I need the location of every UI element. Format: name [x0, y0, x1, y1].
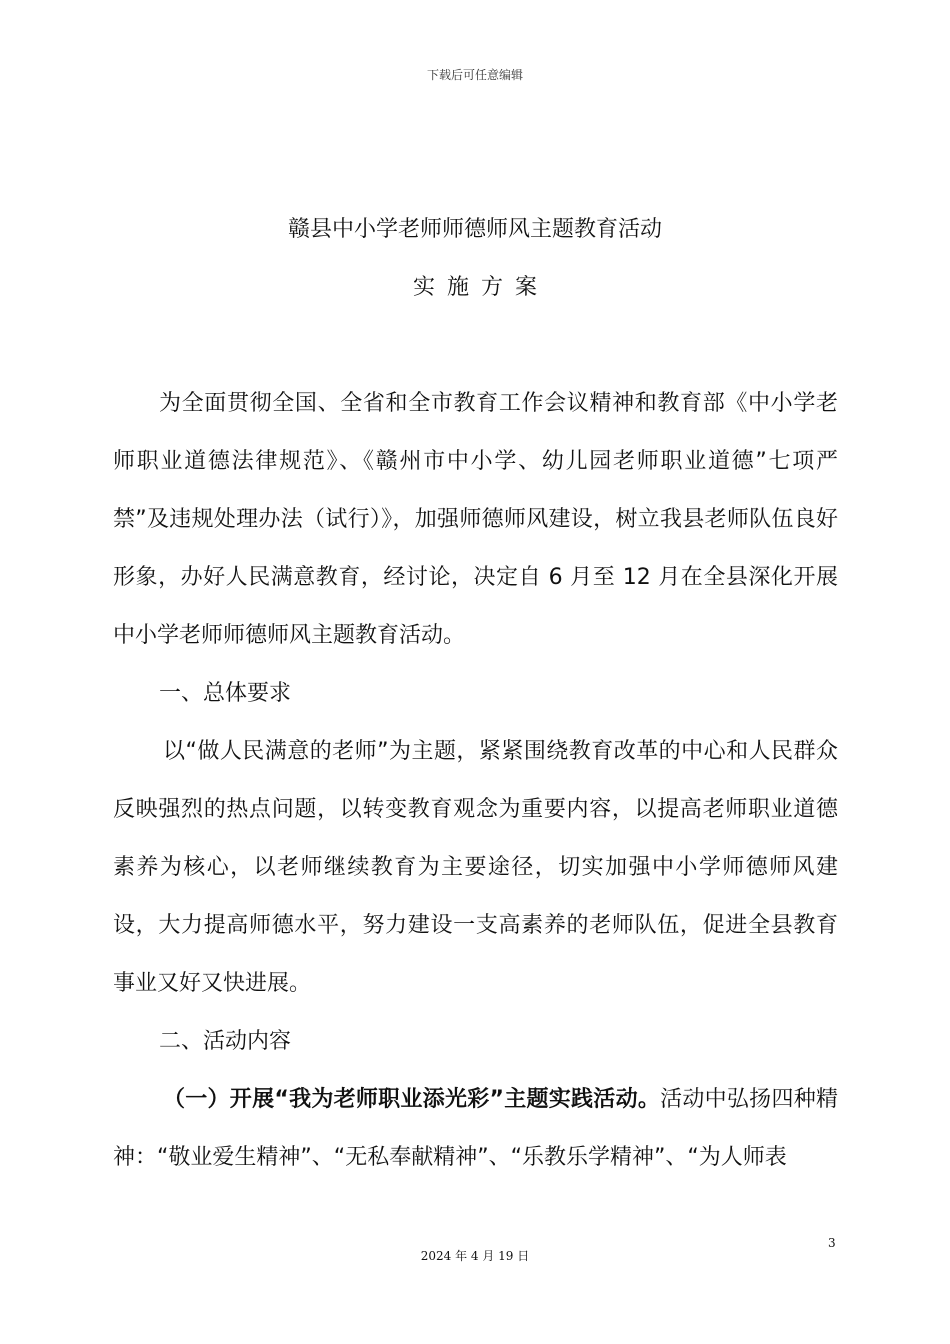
activity-item-1 [113, 1071, 838, 1187]
document-subtitle: 实施方案 [412, 275, 549, 300]
page-number: 3 [828, 1236, 836, 1250]
general-requirements-paragraph: 以“做人民满意的老师”为主题，紧紧围绕教育改革的中心和人民群众反映强烈的热点问题，以转变教育观念为重要内容，以提高老师职业道德素养为核心，以老师继续教育为主要途径，切实加强中小学师德师风建设，大力提高师德水平，努力建设一支高素养的老师队伍，促进全县教育事业又好又快进展。 [113, 739, 838, 996]
intro-paragraph: 为全面贯彻全国、全省和全市教育工作会议精神和教育部《中小学老师职业道德法律规范》、《赣州市中小学、幼儿园老师职业道德”七项严禁”及违规处理办法（试行）》，加强师德师风建设，树立我县老师队伍良好形象，办好人民满意教育，经讨论，决定自 6 月至 12 月在全县深化开展中小学老师师德师风主题教育活动。 [113, 391, 838, 648]
section-heading-general-requirements: 一、总体要求 [159, 681, 292, 706]
activity-item-1-text: 活动中弘扬四种精神：“敬业爱生精神”、“无私奉献精神”、“乐教乐学精神”、“为人师表 [113, 1087, 838, 1170]
section-heading-activity-content: 二、活动内容 [159, 1029, 292, 1054]
page-footer-date: 2024 年 4 月 19 日 [420, 1249, 530, 1263]
page-header: 下载后可任意编辑 [426, 68, 523, 82]
document-body [113, 375, 838, 1187]
document-title: 赣县中小学老师师德师风主题教育活动 [287, 217, 662, 242]
activity-item-1-title: （一）开展“我为老师职业添光彩”主题实践活动。 [163, 1087, 661, 1112]
